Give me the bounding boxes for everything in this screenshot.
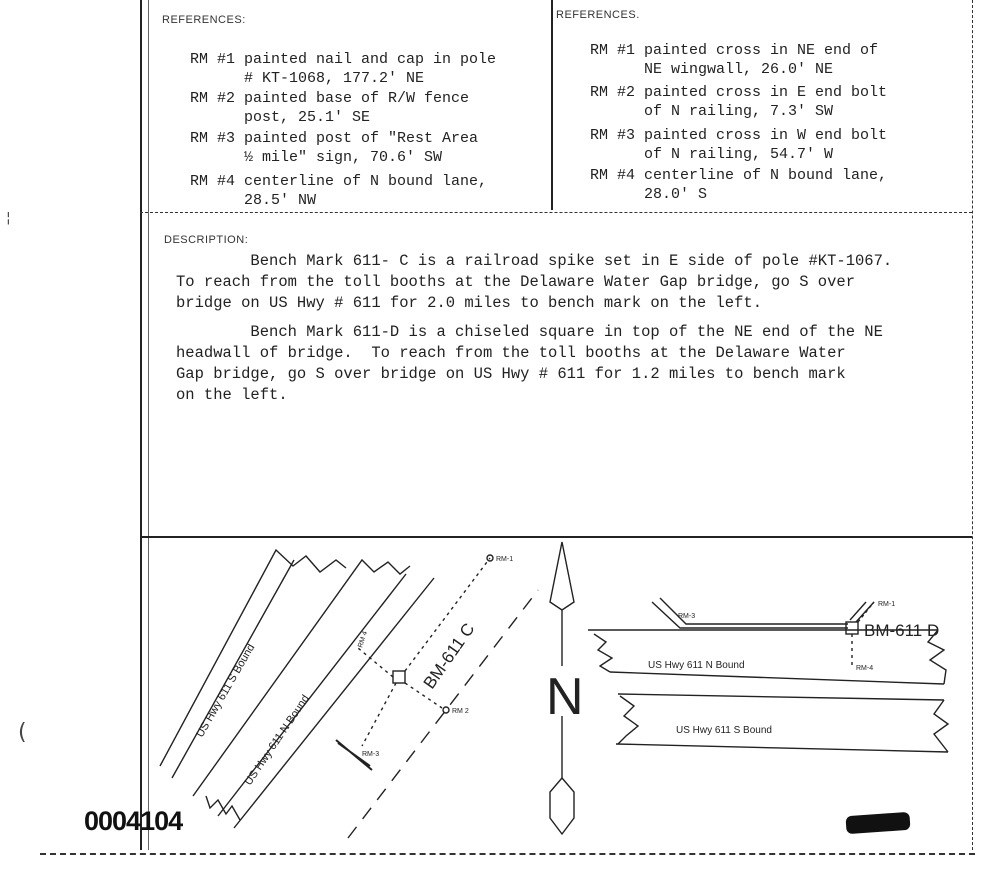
rm3-label: RM-3 xyxy=(362,751,380,758)
north-arrow-head xyxy=(550,542,574,610)
references-left-rm1: RM #1 painted nail and cap in pole # KT-1068, 177.2' NE xyxy=(190,51,497,87)
rm4-label: RM 4 xyxy=(357,630,370,649)
road-edge xyxy=(610,672,944,684)
road-label-n-bound: US Hwy 611 N Bound xyxy=(242,692,312,788)
north-letter: N xyxy=(546,668,584,726)
references-left-rm4: RM #4 centerline of N bound lane, 28.5' NW xyxy=(190,173,488,209)
references-left-rm3: RM #3 painted post of "Rest Area ½ mile" sign, 70.6' SW xyxy=(190,130,479,166)
divider-refs xyxy=(551,0,553,210)
references-right-rm1: RM #1 painted cross in NE end of NE wingwall, 26.0' NE xyxy=(590,42,879,78)
references-left-rm2: RM #2 painted base of R/W fence post, 25.1' SE xyxy=(190,90,470,126)
rm-line xyxy=(362,683,396,746)
location-sketch xyxy=(148,538,972,853)
description-paragraph-2: Bench Mark 611-D is a chiseled square in top of the NE end of the NE headwall of bridge. To reach from the toll booths at the Delaware Water Gap bridge, go S over bridge on US Hwy # 611 for 1.2 miles to bench mark on the left. xyxy=(176,323,883,404)
rm1-label: RM-1 xyxy=(496,556,514,563)
road-jag-bottom xyxy=(206,796,240,820)
margin-mark: ¦ xyxy=(6,210,11,226)
road-edge xyxy=(616,744,948,752)
references-right-rm4: RM #4 centerline of N bound lane, 28.0' S xyxy=(590,167,888,203)
margin-mark: ( xyxy=(18,720,27,745)
road-jag-right xyxy=(934,700,948,752)
rm4-label-d: RM-4 xyxy=(856,665,874,672)
north-arrow-tail xyxy=(550,778,574,834)
road-edge xyxy=(618,694,944,700)
road-dashed-edge xyxy=(348,590,538,838)
divider-desc-top xyxy=(140,212,972,213)
road-jag-left xyxy=(618,696,638,744)
left-border xyxy=(140,0,142,850)
bm-611c-box xyxy=(393,671,405,683)
rm-line xyxy=(358,648,393,677)
bm-611c-label: BM-611 C xyxy=(419,619,479,693)
bottom-border xyxy=(40,853,975,855)
references-right-rm3: RM #3 painted cross in W end bolt of N railing, 54.7' W xyxy=(590,127,888,163)
rm2-label: RM 2 xyxy=(452,708,469,715)
road-edge xyxy=(234,578,434,828)
references-right-rm2: RM #2 painted cross in E end bolt of N railing, 7.3' SW xyxy=(590,84,888,120)
road-label-n-bound-d: US Hwy 611 N Bound xyxy=(648,660,745,671)
rm1-wingwall xyxy=(850,602,874,622)
right-border xyxy=(972,0,973,850)
road-jag-left xyxy=(594,634,612,672)
description-paragraph-1: Bench Mark 611- C is a railroad spike set in E side of pole #KT-1067. To reach from the toll booths at the Delaware Water Gap bridge, go S over bridge on US Hwy # 611 for 2.0 miles to bench mark on the left. xyxy=(176,252,893,312)
rm1-label-d: RM-1 xyxy=(878,601,896,608)
rm2-marker xyxy=(443,707,449,713)
bm-611d-label: BM-611 D xyxy=(864,621,940,640)
references-right-header: REFERENCES. xyxy=(556,9,640,21)
references-left-header: REFERENCES: xyxy=(162,14,246,26)
document-number: 0004104 xyxy=(84,806,183,836)
road-label-s-bound: US Hwy 611 S Bound xyxy=(194,642,258,740)
road-label-s-bound-d: US Hwy 611 S Bound xyxy=(676,725,772,736)
description-header: DESCRIPTION: xyxy=(164,234,249,246)
road-edge xyxy=(160,550,346,766)
rm3-label-d: RM-3 xyxy=(678,613,696,620)
